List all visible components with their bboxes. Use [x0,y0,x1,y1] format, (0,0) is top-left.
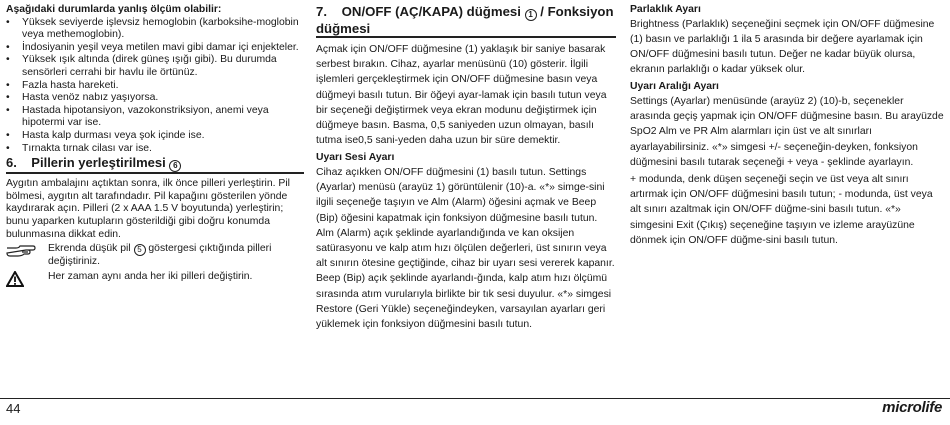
battery-paragraph: Aygıtın ambalajını açtıktan sonra, ilk önce pilleri yerleştirin. Pil bölmesi, aygıtın alt tarafındadır. Pil kapağını gösterilen yönde kaydırarak açın. Pilleri (2 x AAA 1.5 V boyutunda) yerleştirin; bunu yaparken kutupların gösterildiği gibi doğru konumda bulunmasına dikkat edin. [6,178,290,240]
circled-number-icon: 6 [169,160,181,172]
measurement-errors-heading: Aşağıdaki durumlarda yanlış ölçüm olabilir: [6,4,222,15]
list-item: • Tırnakta tırnak cilası var ise. [6,142,152,154]
hand-pointing-icon [6,243,48,269]
column-middle [316,4,616,334]
brand-logo: microlife [882,399,942,416]
on-off-paragraph: Açmak için ON/OFF düğmesine (1) yaklaşık bir saniye basarak serbest bırakın. Cihaz, ayarlar menüsünü (10) gösterir. İlgili işlemleri gerçekleştirmek için ON/OFF düğmesine basın veya düğmeyi basılı tutun. Bir öğeyi ayar-lamak için basılı tutun veya bir seçeneği değiştirmek veya ekran modunu değiştirmek için düğmeye basın. Basma, 0,5 saniyeden uzun olmayan, basılı tutma ise0,5 sani-yeden daha uzun bir süre demektir. [316,44,607,147]
circled-number-icon: 1 [525,9,537,21]
section-7-heading: 7. ON/OFF (AÇ/KAPA) düğmesi 1 / Fonksiyon düğmesi [316,4,616,38]
column-right [630,4,944,250]
error-list [6,17,304,156]
note-low-battery: Ekrenda düşük pil 5 göstergesi çıktığında pilleri değiştiriniz. [6,243,304,269]
column-left [6,4,304,287]
alarm-range-paragraph: Settings (Ayarlar) menüsünde (arayüz 2) (10)-b, seçenekler arasında geçiş yapmak için ON/OFF düğmesine basın. Bu arayüzde SpO2 Alm ve PR Alm alarmları için üst ve alt sınırları ayarlayabilirsiniz. «*» simgesi +/- seçeneğin-deyken, fonksiyon düğmesini basılı tutarak seçeneği + veya - şeklinde ayarlayın. [630,96,944,168]
list-item: • Fazla hasta hareketi. [6,79,119,91]
list-item: • Yüksek ışık altında (direk güneş ışığı gibi). Bu durumda sensörleri cerrahi bir havlu ile örtünüz. [6,54,277,78]
circled-number-icon: 5 [134,244,146,256]
section-6-heading: 6. Pillerin yerleştirilmesi 6 [6,155,304,174]
alarm-sound-heading: Uyarı Sesi Ayarı [316,152,395,164]
list-item: • Hasta kalp durması veya şok içinde ise. [6,129,205,141]
list-item: • İndosiyanin yeşil veya metilen mavi gibi damar içi enjekteler. [6,41,299,53]
note-replace-both: Her zaman aynı anda her iki pilleri değiştirin. [6,271,304,287]
list-item: • Hastada hipotansiyon, vazokonstriksiyon, anemi veya hipotermi var ise. [6,104,269,129]
brightness-paragraph: Brightness (Parlaklık) seçeneğini seçmek için ON/OFF düğmesine (1) basın ve parlaklığı 1 ila 5 arasında bir değere ayarlamak için ON/OFF düğmesini basılı tutun. Değer ne kadar büyük olursa, ekranın parlaklığı o kadar yüksek olur. [630,18,935,76]
alarm-range-paragraph-2: + modunda, denk düşen seçeneği seçin ve üst veya alt sınırı artırmak için ON/OFF düğmesini basılı tutun; - modunda, üst veya alt sınırı azaltmak için ON/OFF düğme-sini basılı tutun. «*» simgesini Exit (Çıkış) seçeneğine taşıyın ve izleme arayüzüne dönmek için ON/OFF düğme-sini basılı tutun. [630,174,933,246]
list-item: • Yüksek seviyerde işlevsiz hemoglobin (karboksihe-moglobin veya methemoglobin). [6,16,299,41]
page-number: 44 [6,401,21,416]
warning-triangle-icon [6,271,48,287]
alarm-sound-paragraph: Cihaz açıkken ON/OFF düğmesini (1) basılı tutun. Settings (Ayarlar) menüsü (arayüz 1) görüntülenir (10)-a. «*» simge-sini ilgili seçeneğe taşıyın ve Alm (Alarm) öğesini açmak ve Beep (Bip) öğesini kapatmak için fonksiyon düğmesine basılı tutun. Alm (Alarm) açık şeklinde ayarlandığında ve kan oksijen satürasyonu ve kalp atım hızı ölçülen değerleri, üst sınırın veya alt sınırın ötesine geçtiğinde, cihaz bir uyarı sesi vererek kapanır. Beep (Bip) açık şeklinde ayarlandı-ğında, kalp atım hızı ölçümü sırasında atım vurularıyla birlikte bir tık sesi duyulur. «*» simgesi Restore (Geri Yükle) seçeneğindeyken, varsayılan ayarları geri yüklemek için fonksiyon düğmesini basılı tutun. [316,167,615,331]
footer-divider [0,398,950,399]
brightness-heading: Parlaklık Ayarı [630,4,701,15]
list-item: • Hasta venöz nabız yaşıyorsa. [6,92,159,104]
alarm-range-heading: Uyarı Aralığı Ayarı [630,81,719,93]
